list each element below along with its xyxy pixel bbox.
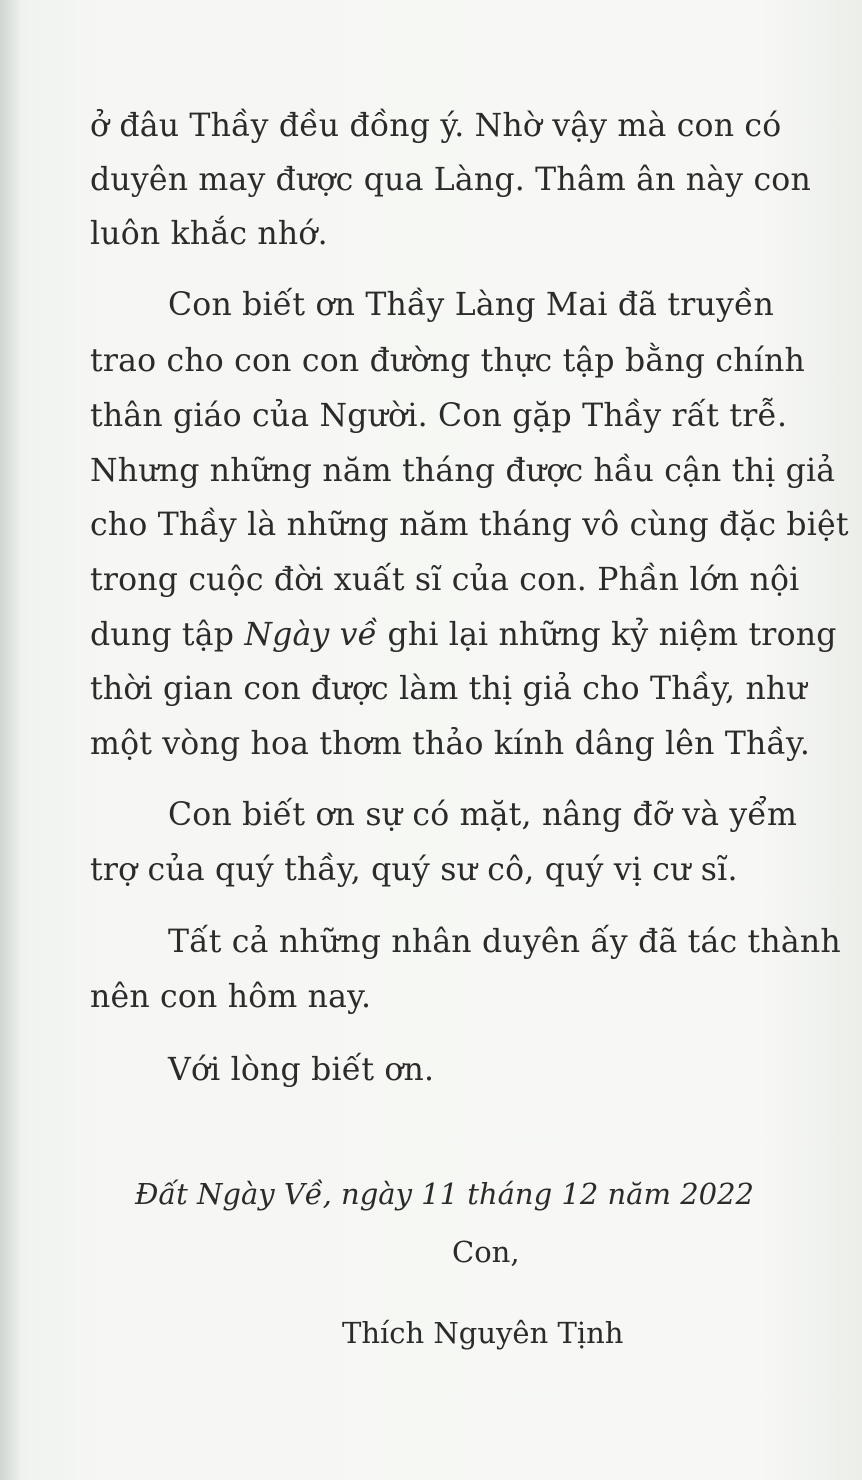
body-line-5: trao cho con con đường thực tập bằng chính [90,343,805,379]
body-line-16: nên con hôm nay. [90,979,372,1015]
page-gutter-shadow [0,0,22,1480]
author-name: Thích Nguyên Tịnh [342,1316,624,1350]
body-line-3: luôn khắc nhớ. [90,216,328,252]
salutation: Con, [452,1235,520,1269]
body-line-2: duyên may được qua Làng. Thâm ân này con [90,162,811,198]
body-line-6: thân giáo của Người. Con gặp Thầy rất trễ. [90,398,788,434]
body-line-9: trong cuộc đời xuất sĩ của con. Phần lớn nội [90,562,800,598]
body-line-17: Với lòng biết ơn. [168,1052,435,1088]
book-title-italic: Ngày về [244,617,378,653]
body-line-4: Con biết ơn Thầy Làng Mai đã truyền [168,287,775,323]
body-line-7: Nhưng những năm tháng được hầu cận thị giả [90,453,836,489]
body-line-10-before: dung tập [90,617,245,653]
body-line-10-after: ghi lại những kỷ niệm trong [377,617,837,653]
body-line-8: cho Thầy là những năm tháng vô cùng đặc biệt [90,507,849,543]
body-line-12: một vòng hoa thơm thảo kính dâng lên Thầy. [90,726,811,762]
place-date: Đất Ngày Về, ngày 11 tháng 12 năm 2022 [134,1177,754,1211]
body-line-15: Tất cả những nhân duyên ấy đã tác thành [168,924,841,960]
body-line-10 [90,615,837,655]
body-line-11: thời gian con được làm thị giả cho Thầy, như [90,671,807,707]
body-line-14: trợ của quý thầy, quý sư cô, quý vị cư sĩ. [90,852,738,888]
body-line-1: ở đâu Thầy đều đồng ý. Nhờ vậy mà con có [90,108,782,144]
body-line-13: Con biết ơn sự có mặt, nâng đỡ và yểm [168,797,798,833]
